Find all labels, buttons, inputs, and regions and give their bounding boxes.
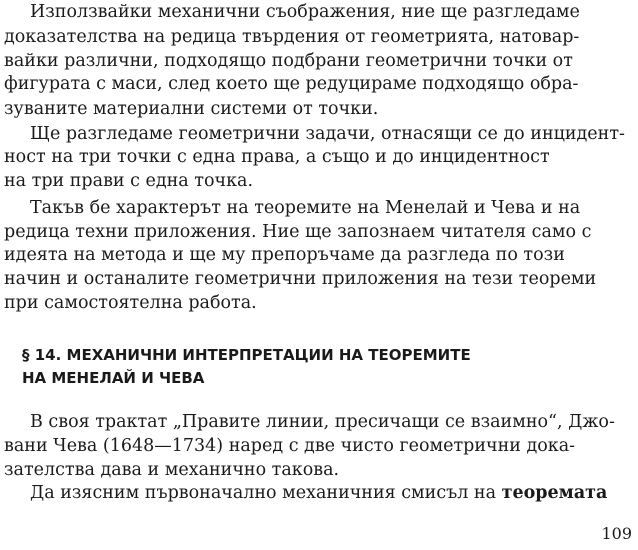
section-heading-line-2: НА МЕНЕЛАЙ И ЧЕВА [22, 369, 205, 387]
paragraph-2-line-1: Ще разгледаме геометрични задачи, отнасящи се до инцидент- [30, 124, 625, 144]
paragraph-1-line-3: вайки различни, подходящо подбрани геометрични точки от [4, 51, 573, 71]
paragraph-3-line-4: начин и останалите геометрични приложения на тези теореми [4, 269, 597, 289]
paragraph-3-line-3: идеята на метода и ще му препоръчаме да разгледа по този [4, 245, 565, 265]
paragraph-1-line-2: доказателства на редица твърдения от геометрията, натовар- [4, 27, 580, 47]
paragraph-3-line-1: Такъв бе характерът на теоремите на Менелай и Чева и на [30, 198, 581, 218]
paragraph-2-line-2: ност на три точки с една права, а също и до инцидентност [4, 147, 550, 167]
paragraph-1-line-4: фигурата с маси, след което ще редуцираме подходящо обра- [4, 74, 579, 94]
paragraph-4-line-3: зателства дава и механично такова. [4, 460, 340, 480]
paragraph-4-line-2: вани Чева (1648—1734) наред с две чисто геометрични дока- [4, 436, 576, 456]
paragraph-1-line-5: зуваните материални системи от точки. [4, 99, 379, 119]
paragraph-5-text: Да изясним първоначално механичния смисъл на [30, 483, 497, 503]
paragraph-5-bold-word: теоремата [501, 483, 608, 503]
paragraph-4-line-1: В своя трактат „Правите линии, пресичащи се взаимно“, Джо- [30, 412, 615, 432]
page-number: 109 [601, 524, 632, 543]
paragraph-1-line-1: Използвайки механични съображения, ние ще разгледаме [30, 2, 580, 22]
paragraph-5-line-1 [0, 481, 638, 506]
paragraph-3-line-2: редица техни приложения. Ние ще запознаем читателя само с [4, 222, 592, 242]
paragraph-2-line-3: на три прави с една точка. [4, 171, 254, 191]
paragraph-3-line-5: при самостоятелна работа. [4, 293, 257, 313]
section-heading-line-1: § 14. МЕХАНИЧНИ ИНТЕРПРЕТАЦИИ НА ТЕОРЕМИТЕ [22, 346, 471, 364]
